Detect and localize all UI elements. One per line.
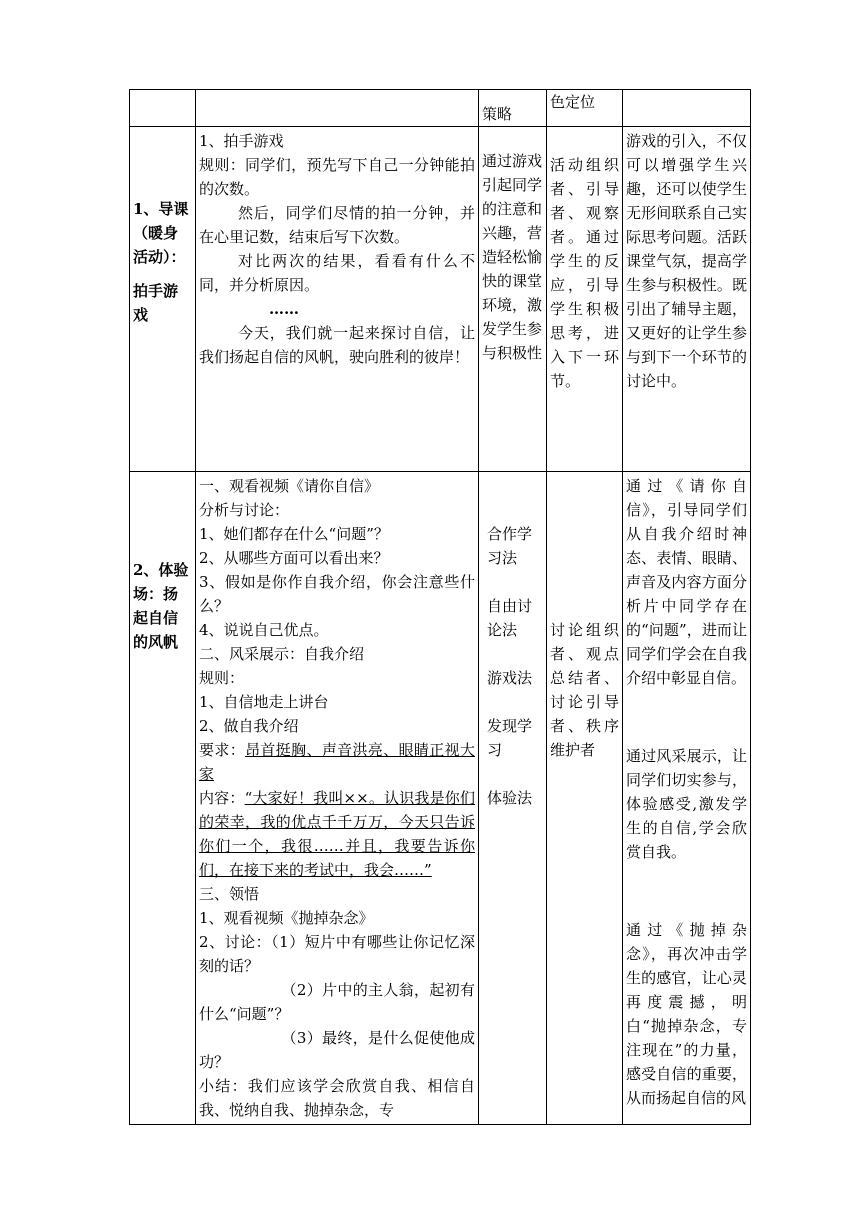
requirement-label: 要求： [199, 741, 246, 759]
experience-line: 2、做自我介绍 [199, 717, 299, 735]
row-experience [130, 472, 751, 1125]
warmup-stage-title: 1、导课（暖身活动）： [133, 200, 189, 266]
row-warmup [130, 127, 751, 472]
warmup-content-cell [196, 127, 479, 472]
requirement-text: 昂首挺胸、声音洪亮、眼睛正视大家 [199, 741, 475, 783]
experience-line: （2）片中的主人翁，起初有什么“问题”？ [199, 981, 475, 1023]
warmup-line: 然后，同学们尽情的拍一分钟，并在心里记数，结束后写下次数。 [199, 204, 475, 246]
warmup-line: 1、拍手游戏 [199, 132, 284, 150]
header-role [547, 90, 623, 127]
purpose-paragraph: 通过风采展示，让同学们切实参与，体验感受,激发学生的自信,学会欣赏自我。 [626, 747, 747, 861]
experience-line: 2、从哪些方面可以看出来？ [199, 549, 389, 567]
lesson-plan-table [129, 89, 751, 1125]
header-cell-2 [196, 90, 479, 127]
experience-line: （3）最终，是什么促使他成功？ [199, 1029, 475, 1071]
warmup-line: 规则：同学们，预先写下自己一分钟能拍的次数。 [199, 156, 475, 198]
experience-purpose-cell [623, 472, 751, 1125]
purpose-paragraph: 通过《请你自信》，引导同学们从自我介绍时神态、表情、眼睛、声音及内容方面分析片中同学存在的“问题”，进而让同学们学会在自我介绍中彰显自信。 [626, 477, 747, 687]
experience-method-cell [479, 472, 547, 1125]
method-item: 合作学习法 [487, 525, 533, 567]
experience-line: 1、观看视频《抛掉杂念》 [199, 909, 374, 927]
purpose-paragraph: 通过《抛掉杂念》，再次冲击学生的感官，让心灵再度震撼，明白“抛掉杂念，专注现在”的力量，感受自信的重要，从而扬起自信的风 [626, 921, 747, 1107]
experience-line: 规则： [199, 669, 245, 687]
header-cell-5 [623, 90, 751, 127]
experience-stage-cell [130, 472, 196, 1125]
experience-stage-title: 2、体验场：扬起自信的风帆 [133, 561, 189, 651]
method-item: 体验法 [487, 789, 533, 807]
experience-line: 1、她们都存在什么“问题”？ [199, 525, 389, 543]
intro-content-label: 内容： [199, 789, 245, 807]
intro-content-text: “大家好！我叫××。认识我是你们的荣幸，我的优点千千万万，今天只告诉你们一个，我很……并且，我要告诉你们，在接下来的考试中，我会……” [199, 789, 475, 879]
experience-content-cell [196, 472, 479, 1125]
experience-line: 1、自信地走上讲台 [199, 693, 329, 711]
warmup-purpose-text: 游戏的引入，不仅可以增强学生兴趣，还可以使学生无形间联系自己实际思考问题。活跃课堂气氛，提高学生参与积极性。既引出了辅导主题，又更好的让学生参与到下一个环节的讨论中。 [626, 132, 747, 390]
experience-intro-content [199, 786, 475, 882]
method-item: 游戏法 [487, 669, 533, 687]
method-item: 自由讨论法 [487, 597, 533, 639]
experience-role-cell [547, 472, 623, 1125]
warmup-role-text: 活动组织者、引导者、观察者。通过学生的反应，引导学生积极思考，进入下一环节。 [550, 156, 619, 390]
warmup-stage-subtitle: 拍手游戏 [133, 282, 179, 324]
experience-requirement [199, 738, 475, 786]
experience-line: 一、观看视频《请你自信》 [199, 477, 380, 495]
experience-line: 2、讨论：（1）短片中有哪些让你记忆深刻的话？ [199, 933, 475, 975]
header-strategy-label: 策略 [482, 105, 513, 123]
experience-line: 4、说说自己优点。 [199, 621, 329, 639]
experience-line: 三、领悟 [199, 885, 260, 903]
warmup-line: 今天，我们就一起来探讨自信，让我们扬起自信的风帆，驶向胜利的彼岸！ [199, 324, 475, 366]
method-item: 发现学习 [487, 717, 533, 759]
experience-line: 分析与讨论： [199, 501, 290, 519]
experience-line: 小结：我们应该学会欣赏自我、相信自我、悦纳自我、抛掉杂念，专 [199, 1077, 475, 1119]
header-role-label: 色定位 [550, 93, 596, 111]
header-row [130, 90, 751, 127]
warmup-line: 对比两次的结果，看看有什么不同，并分析原因。 [199, 252, 475, 294]
warmup-ellipsis: …… [269, 300, 299, 318]
header-strategy [479, 90, 547, 127]
warmup-strategy-text: 通过游戏引起同学的注意和兴趣，营造轻松愉快的课堂环境，激发学生参与积极性 [482, 152, 543, 362]
experience-role-text: 讨论组织者、观点总结者、讨论引导者、秩序维护者 [550, 621, 619, 759]
experience-line: 3、假如是你作自我介绍，你会注意些什么？ [199, 573, 475, 615]
warmup-role-cell [547, 127, 623, 472]
warmup-purpose-cell [623, 127, 751, 472]
header-cell-1 [130, 90, 196, 127]
warmup-strategy-cell [479, 127, 547, 472]
warmup-stage-cell [130, 127, 196, 472]
experience-line: 二、风采展示：自我介绍 [199, 645, 365, 663]
